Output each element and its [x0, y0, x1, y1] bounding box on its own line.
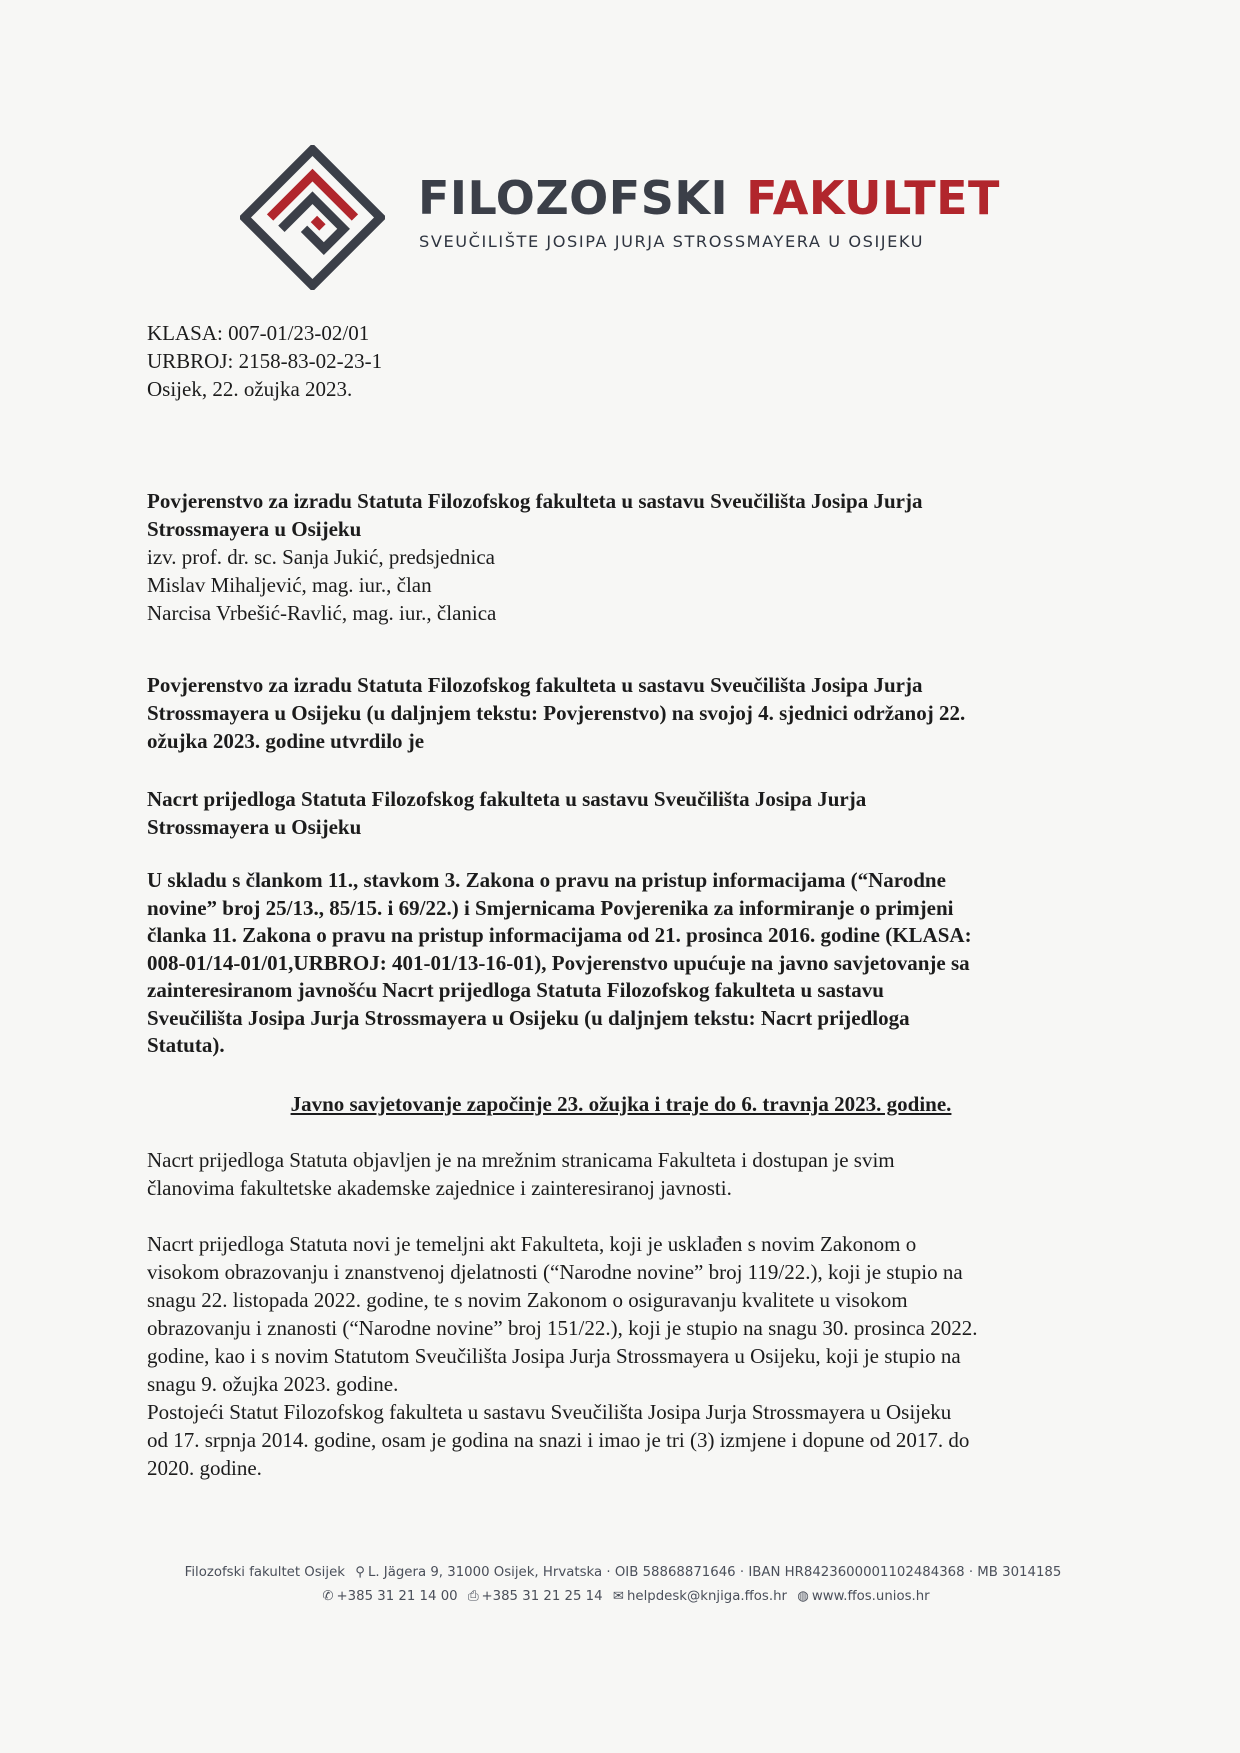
faculty-name-word-1: FILOZOFSKI — [418, 171, 729, 225]
text-line: zainteresiranom javnošću Nacrt prijedloga Statuta Filozofskog fakulteta u sastavu — [147, 978, 884, 1002]
text-line: Strossmayera u Osijeku (u daljnjem tekstu: Povjerenstvo) na svojoj 4. sjednici održanoj 22. — [147, 701, 966, 725]
footer-web[interactable]: www.ffos.unios.hr — [811, 1589, 930, 1604]
reference-block — [147, 319, 1095, 403]
text-line: novine” broj 25/13., 85/15. i 69/22.) i Smjernicama Povjerenika za informiranje o primjeni — [147, 895, 954, 920]
member-line: Mislav Mihaljević, mag. iur., član — [147, 573, 432, 597]
text-line: od 17. srpnja 2014. godine, osam je godina na snazi i imao je tri (3) izmjene i dopune od 2017. do — [147, 1428, 970, 1452]
text-line: članovima fakultetske akademske zajednice i zainteresiranoj javnosti. — [147, 1176, 732, 1200]
paragraph-publication — [147, 1146, 1095, 1202]
faculty-logo-icon — [240, 145, 385, 290]
faculty-name — [418, 171, 1000, 225]
text-line: snagu 9. ožujka 2023. godine. — [147, 1372, 399, 1396]
consultation-period — [147, 1090, 1095, 1118]
text-line: Nacrt prijedloga Statuta novi je temeljni akt Fakulteta, koji je usklađen s novim Zakonom o — [147, 1232, 917, 1256]
fax-icon: ⎙ — [467, 1589, 479, 1604]
footer-mb: MB 3014185 — [977, 1565, 1062, 1580]
text-line: 008-01/14-01/01,URBROJ: 401-01/13-16-01), Povjerenstvo upućuje na javno savjetovanje sa — [147, 950, 970, 975]
footer-iban: IBAN HR8423600001102484368 — [748, 1565, 965, 1580]
text-line: ožujka 2023. godine utvrdilo je — [147, 729, 425, 753]
member-line: izv. prof. dr. sc. Sanja Jukić, predsjednica — [147, 545, 495, 569]
recipients-block — [147, 487, 1095, 627]
text-line: 2020. godine. — [147, 1456, 262, 1480]
paragraph-alignment — [147, 1230, 1095, 1398]
text-line: U skladu s člankom 11., stavkom 3. Zakona o pravu na pristup informacijama (“Narodne — [147, 868, 946, 892]
consultation-text: Javno savjetovanje započinje 23. ožujka i traje do 6. travnja 2023. godine. — [290, 1092, 952, 1116]
klasa: KLASA: 007-01/23-02/01 — [147, 321, 370, 345]
text-line: visokom obrazovanju i znanstvenoj djelatnosti (“Narodne novine” broj 119/22.), koji je stupio na — [147, 1260, 963, 1284]
place-date: Osijek, 22. ožujka 2023. — [147, 377, 353, 401]
text-line: obrazovanju i znanosti (“Narodne novine” broj 151/22.), koji je stupio na snagu 30. prosinca 2022. — [147, 1316, 978, 1340]
footer-oib: OIB 58868871646 — [614, 1565, 736, 1580]
footer-phone: +385 31 21 14 00 — [336, 1589, 458, 1604]
footer-institution: Filozofski fakultet Osijek — [184, 1565, 345, 1580]
paragraph-existing-statute — [147, 1398, 1095, 1482]
text-line: snagu 22. listopada 2022. godine, te s novim Zakonom o osiguravanju kvalitete u visokom — [147, 1288, 908, 1312]
university-name: SVEUČILIŠTE JOSIPA JURJA STROSSMAYERA U OSIJEKU — [419, 232, 924, 251]
text-line: Sveučilišta Josipa Jurja Strossmayera u Osijeku (u daljnjem tekstu: Nacrt prijedloga — [147, 1005, 910, 1030]
footer-line-1: Filozofski fakultet Osijek ⚲ L. Jägera 9, 31000 Osijek, Hrvatska · OIB 58868871646 · IBAN HR8423600001102484368 · MB 3014185 — [184, 1565, 1062, 1580]
text-line: Strossmayera u Osijeku — [147, 815, 362, 839]
recipient-heading-line: Strossmayera u Osijeku — [147, 517, 362, 541]
globe-icon: ◍ — [797, 1589, 809, 1604]
text-line: Nacrt prijedloga Statuta objavljen je na mrežnim stranicama Fakulteta i dostupan je svim — [147, 1148, 895, 1172]
paragraph-legal-basis — [147, 867, 1095, 1060]
location-pin-icon: ⚲ — [355, 1565, 365, 1580]
member-line: Narcisa Vrbešić-Ravlić, mag. iur., članica — [147, 601, 497, 625]
recipient-heading-line: Povjerenstvo za izradu Statuta Filozofskog fakulteta u sastavu Sveučilišta Josipa Jurja — [147, 489, 923, 513]
faculty-name-word-2: FAKULTET — [746, 171, 1000, 225]
paragraph-decision — [147, 671, 1095, 755]
footer-fax: +385 31 21 25 14 — [481, 1589, 603, 1604]
text-line: Nacrt prijedloga Statuta Filozofskog fakulteta u sastavu Sveučilišta Josipa Jurja — [147, 787, 867, 811]
text-line: Postojeći Statut Filozofskog fakulteta u sastavu Sveučilišta Josipa Jurja Strossmayera u Osijeku — [147, 1400, 952, 1424]
text-line: godine, kao i s novim Statutom Sveučilišta Josipa Jurja Strossmayera u Osijeku, koji je stupio na — [147, 1344, 961, 1368]
footer-line-2 — [147, 1589, 1099, 1604]
urbroj: URBROJ: 2158-83-02-23-1 — [147, 349, 383, 373]
footer-address: L. Jägera 9, 31000 Osijek, Hrvatska — [367, 1565, 603, 1580]
paragraph-draft-title — [147, 785, 1095, 841]
text-line: članka 11. Zakona o pravu na pristup informacijama od 21. prosinca 2016. godine (KLASA: — [147, 923, 972, 947]
text-line: Povjerenstvo za izradu Statuta Filozofskog fakulteta u sastavu Sveučilišta Josipa Jurja — [147, 673, 923, 697]
footer-email[interactable]: helpdesk@knjiga.ffos.hr — [627, 1589, 787, 1604]
email-icon: ✉ — [612, 1589, 624, 1604]
phone-icon: ✆ — [322, 1589, 334, 1604]
text-line: Statuta). — [147, 1033, 225, 1057]
